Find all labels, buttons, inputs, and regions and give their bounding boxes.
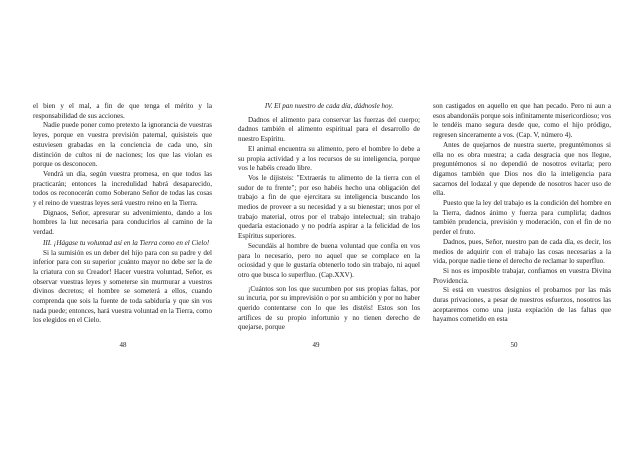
paragraph: Vos le dijisteis: "Extraerás tu alimento de la tierra con el sudor de tu frente"; por eso habéis hecho una obligación del trabajo a fin de que ejercitara su inteligencia buscando los medios de proveer a su necesidad y a su bienestar; unos por el trabajo material, otros por el trabajo intelectual; sin trabajo quedaría estacionado y no podría aspirar a la felicidad de los Espíritus superiores. xyxy=(238,173,420,241)
section-heading-iii: III. ¡Hágase tu voluntad así en la Tierra como en el Cielo! xyxy=(43,238,210,247)
paragraph: Dignaos, Señor, apresurar su advenimiento, dando a los hombres la luz necesaria para conducirlos al camino de la verdad. xyxy=(33,208,212,237)
paragraph: Si está en vuestros designios el probarnos por las más duras privaciones, a pesar de nuestros esfuerzos, nosotros las aceptaremos como una justa expiación de las faltas que hayamos cometido en esta xyxy=(433,286,611,324)
page-number: 50 xyxy=(510,341,518,349)
page-49-text-column xyxy=(238,102,420,333)
paragraph: Si nos es imposible trabajar, confiamos en vuestra Divina Providencia. xyxy=(433,266,611,285)
paragraph: Nadie puede poner como pretexto la ignorancia de vuestras leyes, porque en vuestra previsión paternal, quisisteis que estuviesen grabadas en la conciencia de cada uno, sin distinción de cultos ni de naciones; los que las violan es porque os desconocen. xyxy=(33,121,212,169)
paragraph: Secundáis al hombre de buena voluntad que confía en vos para lo necesario, pero no aquel que se complace en la ociosidad y que le gustaría obtenerlo todo sin trabajo, ni aquel otro que busca lo superfluo. (Cap.XXV). xyxy=(238,241,420,279)
paragraph: Dadnos, pues, Señor, nuestro pan de cada día, es decir, los medios de adquirir con el trabajo las cosas necesarias a la vida, porque nadie tiene el derecho de reclamar lo superfluo. xyxy=(433,237,611,266)
page-number: 49 xyxy=(312,341,320,349)
page-48-text-column xyxy=(33,102,212,326)
paragraph: Dadnos el alimento para conservar las fuerzas del cuerpo; dadnos también el alimento espiritual para el desarrollo de nuestro Espíritu. xyxy=(238,115,420,144)
paragraph: el bien y el mal, a fin de que tenga el mérito y la responsabilidad de sus acciones. xyxy=(33,102,212,120)
paragraph: Puesto que la ley del trabajo es la condición del hombre en la Tierra, dadnos ánimo y fuerza para cumplirla; dadnos también prudencia, previsión y moderación, con el fin de no perder el fruto. xyxy=(433,199,611,237)
section-heading-iv: IV. El pan nuestro de cada día, dádnosle hoy. xyxy=(264,102,394,110)
paragraph: son castigados en aquello en que han pecado. Pero ni aun a esos abandonáis porque sois infinitamente misericordioso; vos le tendéis mano segura desde que, como el hijo pródigo, regresen sinceramente a vos. (Cap. V, número 4). xyxy=(433,102,611,140)
page-number: 48 xyxy=(119,341,127,349)
page-50-text-column xyxy=(433,102,611,325)
paragraph: Antes de quejarnos de nuestra suerte, preguntémonos si ella no es obra nuestra; a cada desgracia que nos llegue, preguntémonos si no dependió de nosotros evitarla; pero digamos también que Dios nos dio la inteligencia para sacarnos del lodazal y que depende de nosotros hacer uso de ella. xyxy=(433,140,611,198)
paragraph: ¡Cuántos son los que sucumben por sus propias faltas, por su incuria, por su imprevisión o por su ambición y por no haber querido contentarse con lo que les distéis! Estos son los artífices de su propio infortunio y no tienen derecho de quejarse, porque xyxy=(238,284,420,332)
paragraph: Si la sumisión es un deber del hijo para con su padre y del inferior para con su superior ¡cuánto mayor no debe ser la de la criatura con su Creador! Hacer vuestra voluntad, Señor, es observar vuestras leyes y someterse sin murmurar a vuestros divinos decretos; el hombre se someterá a ellos, cuando comprenda que sois la fuente de toda sabiduría y que sin vos nada puede; entonces, hará vuestra voluntad en la Tierra, como los elegidos en el Cielo. xyxy=(33,248,212,325)
paragraph: El animal encuentra su alimento, pero el hombre lo debe a su propia actividad y a los recursos de su inteligencia, porque vos le habéis creado libre. xyxy=(238,144,420,173)
paragraph: Vendrá un día, según vuestra promesa, en que todos las practicarán; entonces la incredulidad habrá desaparecido, todos os reconocerán como Soberano Señor de todas las cosas y el reino de vuestras leyes será vuestro reino en la Tierra. xyxy=(33,169,212,208)
